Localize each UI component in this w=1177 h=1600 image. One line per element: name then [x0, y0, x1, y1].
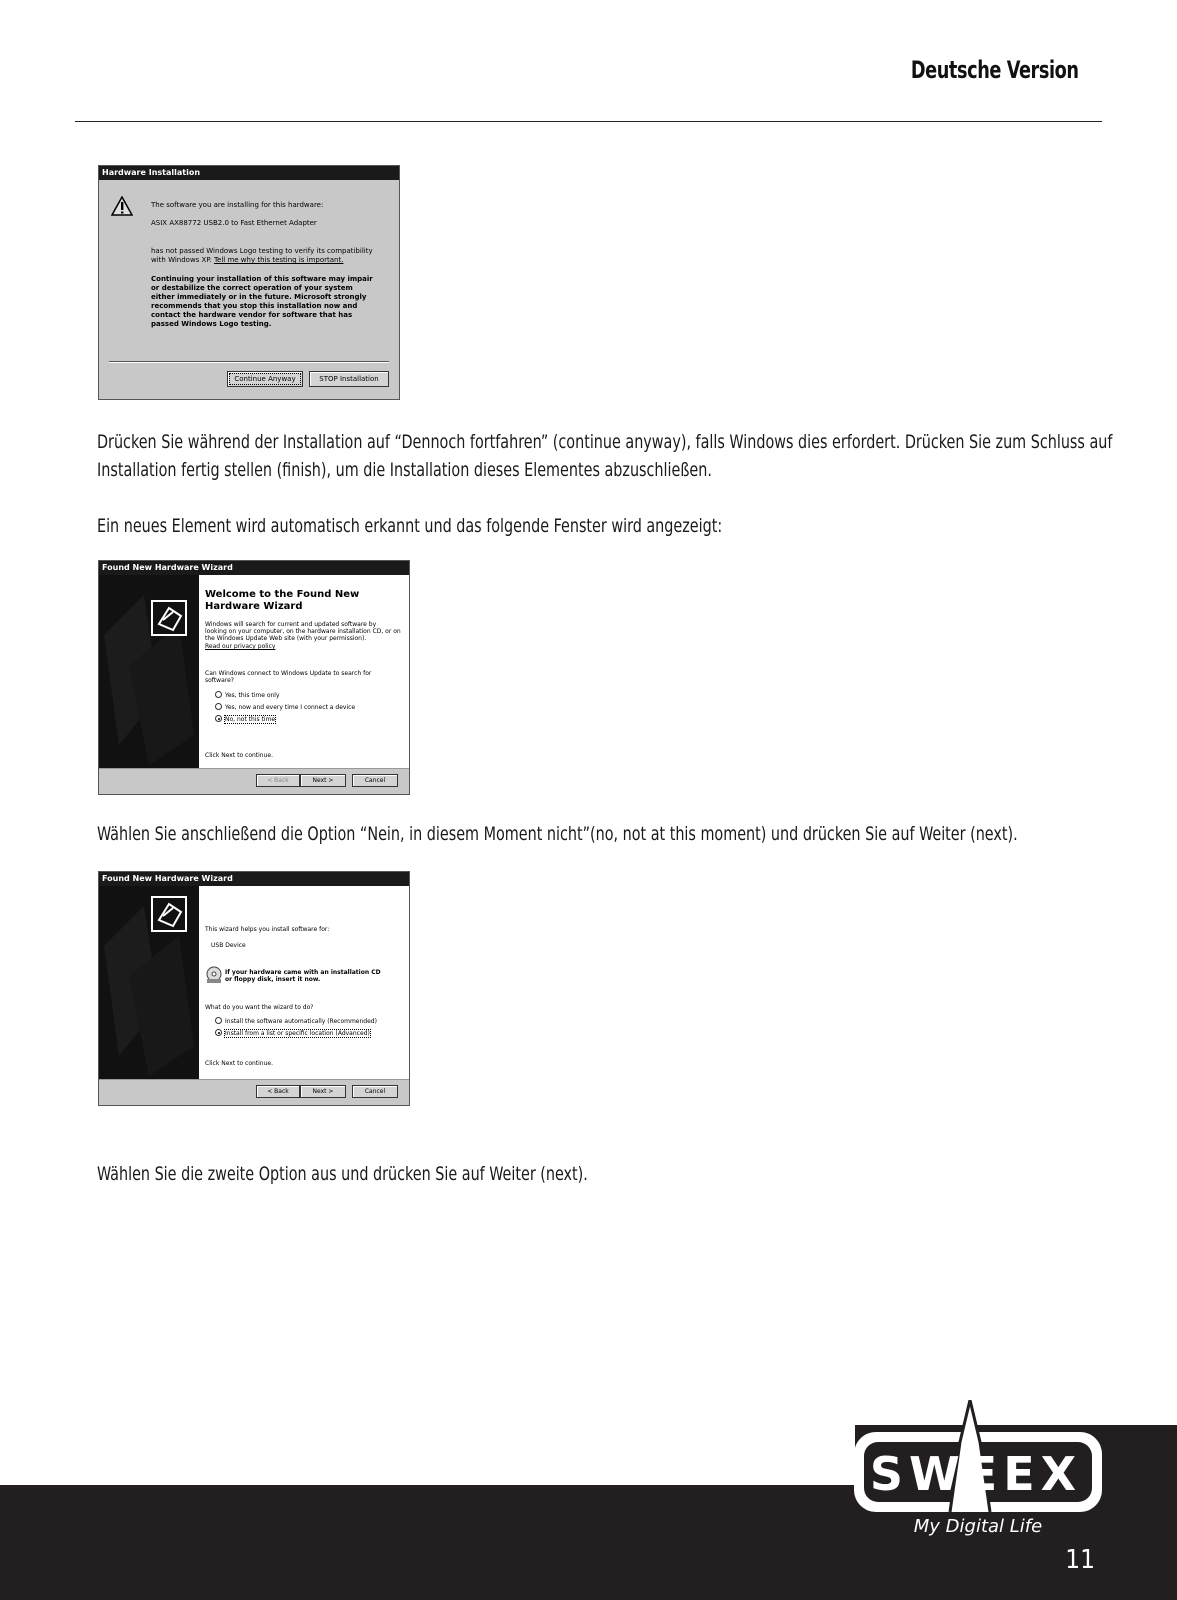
next-button[interactable]: Next > — [300, 1085, 346, 1098]
wizard-desc-3: the Windows Update Web site (with your permission). — [205, 635, 367, 642]
continue-anyway-button[interactable]: Continue Anyway — [227, 371, 303, 387]
privacy-policy-link[interactable]: Read our privacy policy — [205, 643, 276, 650]
warning-line-1: Continuing your installation of this software may impair — [151, 275, 373, 283]
warning-line-3: either immediately or in the future. Microsoft strongly — [151, 293, 367, 301]
paragraph-select-option: Wählen Sie anschließend die Option “Nein, in diesem Moment nicht”(no, not at this moment) und drücken Sie auf Weiter (next). — [97, 823, 1018, 845]
option-install-from-list: Install from a list or specific location (Advanced) — [225, 1030, 370, 1037]
wizard-footer — [99, 768, 409, 794]
hardware-installation-dialog — [98, 165, 400, 400]
paragraph-new-element: Ein neues Element wird automatisch erkannt und das folgende Fenster wird angezeigt: — [97, 515, 723, 537]
back-button[interactable]: < Back — [256, 774, 300, 787]
paragraph-continue-anyway: Drücken Sie während der Installation auf “Dennoch fortfahren” (continue anyway), falls Windows dies erfordert. Drücken Sie zum Schluss auf Installation fertig stellen (finish), um die Installation dieses Elementes abzuschließen. — [97, 431, 1113, 481]
wizard-side-panel — [99, 575, 199, 770]
wizard-title: Found New Hardware Wizard — [99, 561, 409, 575]
warning-line-2: or destabilize the correct operation of your system — [151, 284, 353, 292]
header-rule — [75, 121, 1102, 122]
wizard-desc-1: Windows will search for current and updated software by — [205, 621, 377, 628]
wizard-desc-2: looking on your computer, on the hardware installation CD, or on — [205, 628, 401, 635]
cd-icon — [205, 966, 223, 984]
option-install-automatically: Install the software automatically (Recommended) — [225, 1018, 377, 1025]
hardware-wizard-icon — [151, 600, 187, 636]
wizard-main-panel — [199, 575, 409, 770]
cancel-button[interactable]: Cancel — [352, 1085, 398, 1098]
wizard-hint: Click Next to continue. — [205, 752, 274, 759]
option-yes-this-time: Yes, this time only — [225, 692, 280, 699]
wizard-question-1: Can Windows connect to Windows Update to search for — [205, 670, 372, 677]
radio-install-automatically[interactable] — [215, 1017, 222, 1024]
logo-testing-text-2: with Windows XP. Tell me why this testing is important. — [151, 256, 344, 264]
wizard-main-panel — [199, 886, 409, 1081]
warning-icon — [111, 196, 133, 216]
wizard-device: USB Device — [211, 942, 246, 949]
cancel-button[interactable]: Cancel — [352, 774, 398, 787]
found-new-hardware-wizard-welcome — [98, 560, 410, 795]
wizard-heading-line-2: Hardware Wizard — [205, 601, 303, 612]
wizard-footer — [99, 1079, 409, 1105]
page-number: 11 — [1065, 1545, 1095, 1575]
wizard-side-panel — [99, 886, 199, 1081]
wizard-intro: This wizard helps you install software for: — [205, 926, 330, 933]
dialog-separator — [109, 361, 389, 363]
svg-text:SWEEX: SWEEX — [869, 1447, 1083, 1501]
warning-line-4: recommends that you stop this installation now and — [151, 302, 358, 310]
wizard-title: Found New Hardware Wizard — [99, 872, 409, 886]
radio-yes-this-time[interactable] — [215, 691, 222, 698]
sweex-logo — [850, 1400, 1110, 1545]
warning-line-6: passed Windows Logo testing. — [151, 320, 272, 328]
option-no-not-this-time: No, not this time — [225, 716, 276, 723]
cd-text-1: If your hardware came with an installation CD — [225, 969, 381, 976]
radio-install-from-list[interactable] — [215, 1029, 222, 1036]
option-yes-every-time: Yes, now and every time I connect a device — [225, 704, 356, 711]
paragraph-second-option: Wählen Sie die zweite Option aus und drücken Sie auf Weiter (next). — [97, 1163, 588, 1185]
wizard-hint: Click Next to continue. — [205, 1060, 274, 1067]
wizard-question: What do you want the wizard to do? — [205, 1004, 314, 1011]
warning-line-5: contact the hardware vendor for software that has — [151, 311, 353, 319]
dialog-title: Hardware Installation — [99, 166, 399, 180]
back-button[interactable]: < Back — [256, 1085, 300, 1098]
wizard-heading-line-1: Welcome to the Found New — [205, 589, 360, 600]
dialog-intro-text: The software you are installing for this hardware: — [151, 201, 324, 209]
stop-installation-button[interactable]: STOP Installation — [309, 371, 389, 387]
radio-no-not-this-time[interactable] — [215, 715, 222, 722]
next-button[interactable]: Next > — [300, 774, 346, 787]
tell-me-why-link[interactable]: Tell me why this testing is important. — [213, 256, 344, 264]
logo-testing-text: has not passed Windows Logo testing to verify its compatibility — [151, 247, 373, 255]
found-new-hardware-wizard-options — [98, 871, 410, 1106]
device-name: ASIX AX88772 USB2.0 to Fast Ethernet Adapter — [151, 219, 317, 227]
page-header-title: Deutsche Version — [911, 56, 1079, 84]
radio-yes-every-time[interactable] — [215, 703, 222, 710]
wizard-question-2: software? — [205, 677, 234, 684]
cd-text-2: or floppy disk, insert it now. — [225, 976, 321, 983]
svg-text:My Digital Life: My Digital Life — [913, 1516, 1043, 1537]
hardware-wizard-icon — [151, 896, 187, 932]
